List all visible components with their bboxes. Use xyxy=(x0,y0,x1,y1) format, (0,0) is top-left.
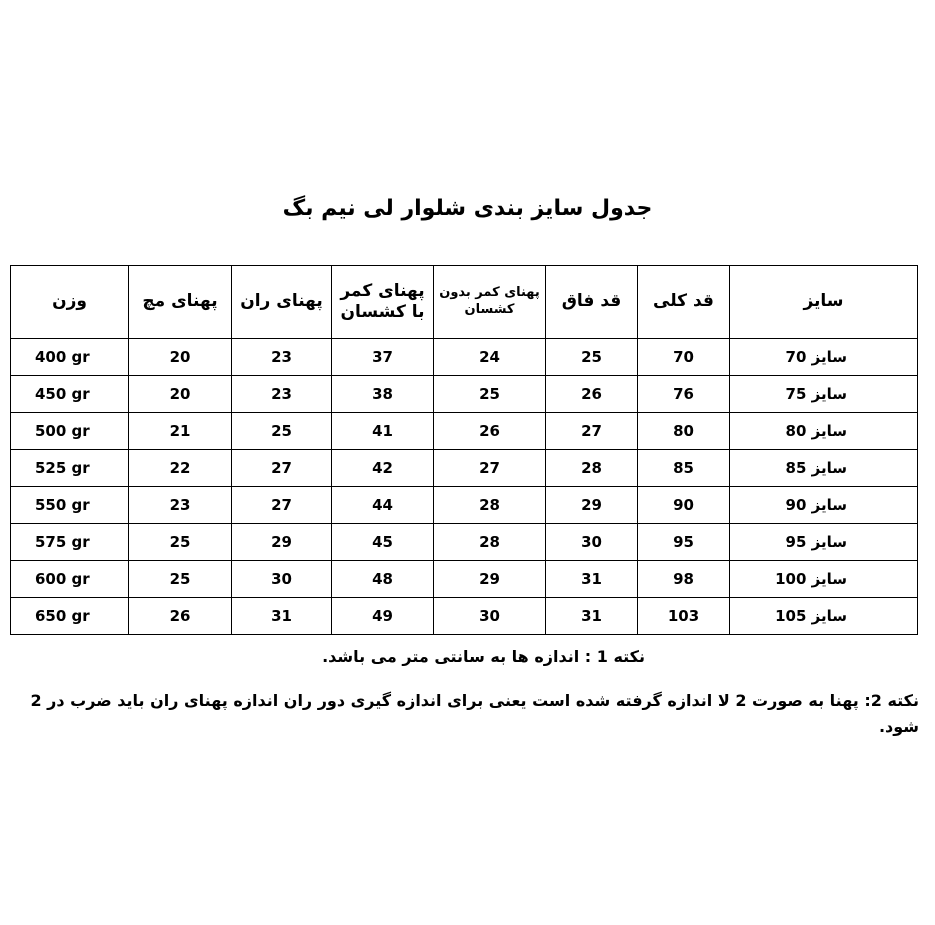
cell-thigh-width: 23 xyxy=(232,339,332,376)
cell-cuff-width: 20 xyxy=(129,376,232,413)
cell-total-length: 80 xyxy=(638,413,730,450)
cell-cuff-width: 25 xyxy=(129,561,232,598)
cell-thigh-width: 29 xyxy=(232,524,332,561)
cell-cuff-width: 20 xyxy=(129,339,232,376)
cell-size: سایز 95 xyxy=(730,524,918,561)
cell-weight: 400 gr xyxy=(11,339,129,376)
cell-total-length: 98 xyxy=(638,561,730,598)
cell-size: سایز 90 xyxy=(730,487,918,524)
cell-weight: 450 gr xyxy=(11,376,129,413)
cell-waist-no-elastic: 27 xyxy=(434,450,546,487)
cell-size: سایز 70 xyxy=(730,339,918,376)
cell-waist-elastic: 45 xyxy=(332,524,434,561)
cell-waist-no-elastic: 28 xyxy=(434,487,546,524)
cell-total-length: 70 xyxy=(638,339,730,376)
size-table xyxy=(10,265,918,635)
cell-rise: 28 xyxy=(546,450,638,487)
cell-waist-no-elastic: 25 xyxy=(434,376,546,413)
cell-cuff-width: 26 xyxy=(129,598,232,635)
cell-thigh-width: 30 xyxy=(232,561,332,598)
cell-weight: 525 gr xyxy=(11,450,129,487)
table-row xyxy=(11,376,918,413)
cell-weight: 575 gr xyxy=(11,524,129,561)
cell-size: سایز 105 xyxy=(730,598,918,635)
note-2: نکته 2: پهنا به صورت 2 لا اندازه گرفته شده است یعنی برای اندازه گیری دور ران اندازه پهنای ران باید ضرب در 2 شود. xyxy=(30,691,919,736)
cell-rise: 30 xyxy=(546,524,638,561)
table-row xyxy=(11,487,918,524)
cell-waist-no-elastic: 26 xyxy=(434,413,546,450)
header-weight: وزن xyxy=(11,266,129,339)
cell-waist-no-elastic: 28 xyxy=(434,524,546,561)
cell-total-length: 103 xyxy=(638,598,730,635)
cell-rise: 31 xyxy=(546,561,638,598)
cell-rise: 29 xyxy=(546,487,638,524)
cell-size: سایز 100 xyxy=(730,561,918,598)
cell-waist-elastic: 41 xyxy=(332,413,434,450)
header-waist-elastic: پهنای کمر با کشسان xyxy=(332,266,434,339)
cell-total-length: 95 xyxy=(638,524,730,561)
cell-thigh-width: 23 xyxy=(232,376,332,413)
cell-total-length: 85 xyxy=(638,450,730,487)
cell-thigh-width: 27 xyxy=(232,450,332,487)
table-row xyxy=(11,450,918,487)
table-row xyxy=(11,598,918,635)
table-row xyxy=(11,561,918,598)
cell-weight: 500 gr xyxy=(11,413,129,450)
table-row xyxy=(11,524,918,561)
cell-waist-no-elastic: 30 xyxy=(434,598,546,635)
cell-size: سایز 75 xyxy=(730,376,918,413)
cell-thigh-width: 31 xyxy=(232,598,332,635)
cell-cuff-width: 21 xyxy=(129,413,232,450)
page-title: جدول سایز بندی شلوار لی نیم بگ xyxy=(282,196,653,221)
cell-weight: 600 gr xyxy=(11,561,129,598)
cell-thigh-width: 25 xyxy=(232,413,332,450)
cell-waist-elastic: 42 xyxy=(332,450,434,487)
cell-total-length: 90 xyxy=(638,487,730,524)
cell-weight: 550 gr xyxy=(11,487,129,524)
cell-waist-elastic: 49 xyxy=(332,598,434,635)
cell-cuff-width: 25 xyxy=(129,524,232,561)
cell-waist-elastic: 48 xyxy=(332,561,434,598)
cell-rise: 26 xyxy=(546,376,638,413)
table-header-row xyxy=(11,266,918,339)
header-size: سایز xyxy=(730,266,918,339)
cell-rise: 27 xyxy=(546,413,638,450)
header-total-length: قد کلی xyxy=(638,266,730,339)
cell-cuff-width: 22 xyxy=(129,450,232,487)
header-thigh-width: پهنای ران xyxy=(232,266,332,339)
cell-waist-elastic: 44 xyxy=(332,487,434,524)
cell-rise: 31 xyxy=(546,598,638,635)
header-waist-no-elastic: پهنای کمر بدون کشسان xyxy=(434,266,546,339)
cell-size: سایز 80 xyxy=(730,413,918,450)
cell-waist-elastic: 38 xyxy=(332,376,434,413)
cell-thigh-width: 27 xyxy=(232,487,332,524)
note-1: نکته 1 : اندازه ها به سانتی متر می باشد. xyxy=(322,647,645,666)
cell-weight: 650 gr xyxy=(11,598,129,635)
header-cuff-width: پهنای مچ xyxy=(129,266,232,339)
cell-total-length: 76 xyxy=(638,376,730,413)
table-row xyxy=(11,339,918,376)
cell-size: سایز 85 xyxy=(730,450,918,487)
cell-waist-no-elastic: 29 xyxy=(434,561,546,598)
cell-rise: 25 xyxy=(546,339,638,376)
cell-waist-no-elastic: 24 xyxy=(434,339,546,376)
header-rise: قد فاق xyxy=(546,266,638,339)
table-row xyxy=(11,413,918,450)
cell-waist-elastic: 37 xyxy=(332,339,434,376)
cell-cuff-width: 23 xyxy=(129,487,232,524)
